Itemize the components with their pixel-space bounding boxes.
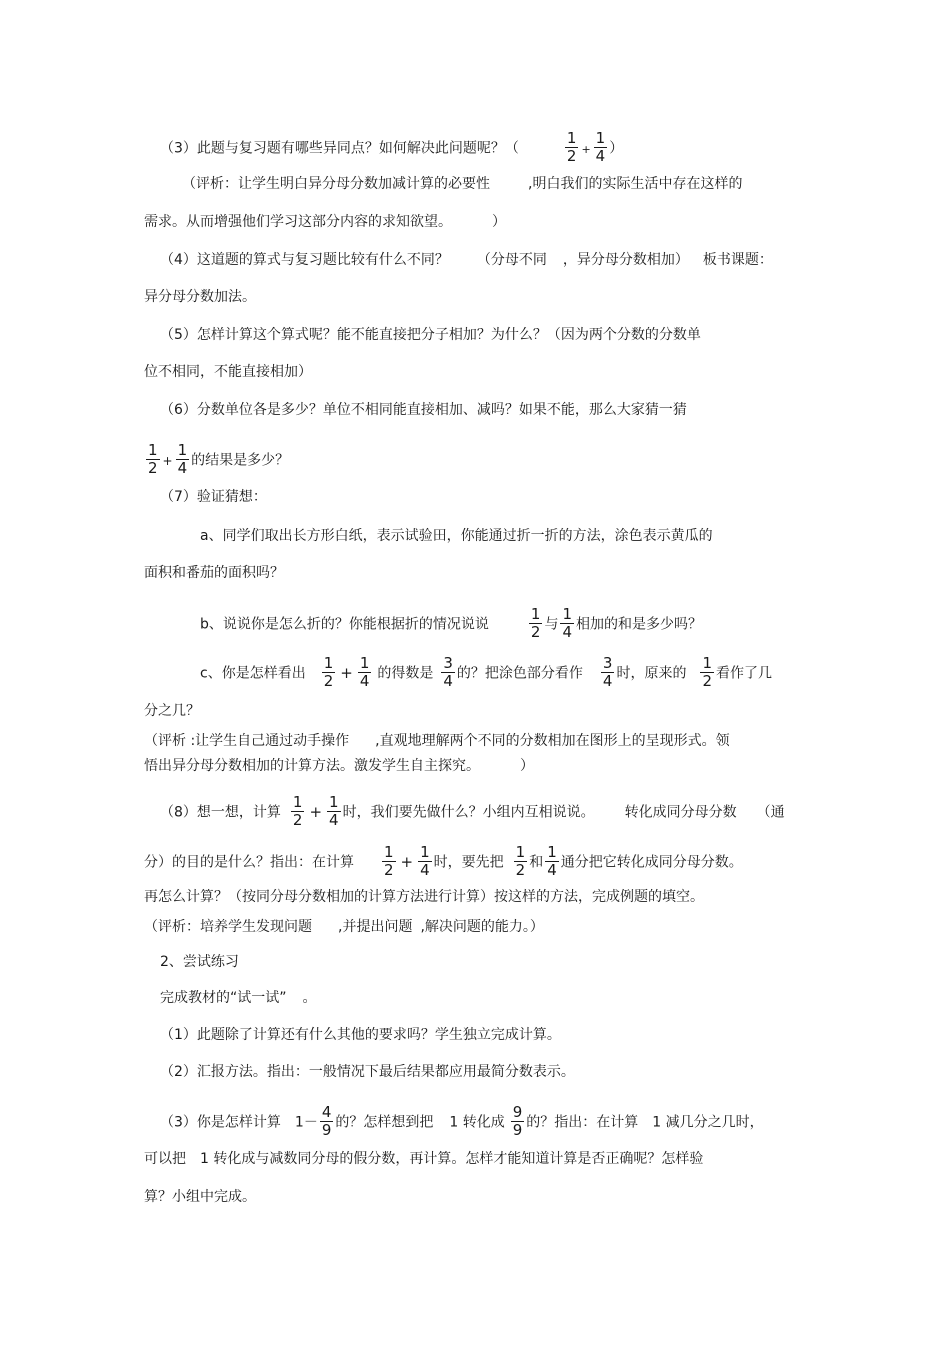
paragraph-5: （5）怎样计算这个算式呢？能不能直接把分子相加？为什么？（因为两个分数的分数单	[160, 327, 701, 343]
section-2-q3-line3: 算？小组中完成。	[144, 1189, 256, 1205]
item-b: b、说说你是怎么折的？你能根据折的情况说说 $\frac{1}{2}$ 与 $\frac{1}{4}$ 相加的和是多少吗？	[200, 605, 702, 641]
section-2-line1: 完成教材的“试一试” 。	[160, 990, 317, 1006]
paragraph-8-line3: 再怎么计算？（按同分母分数相加的计算方法进行计算）按这样的方法，完成例题的填空。	[144, 889, 704, 905]
analysis-note-2: （评析 :让学生自己通过动手操作 ,直观地理解两个不同的分数相加在图形上的呈现形式。领	[144, 733, 730, 749]
section-2-q3-line2: 可以把 1 转化成与减数同分母的假分数，再计算。怎样才能知道计算是否正确呢？怎样验	[144, 1151, 704, 1167]
fraction: $\frac{1}{2}$	[384, 843, 394, 879]
fraction: $\frac{3}{4}$	[602, 654, 613, 690]
analysis-note-1: （评析：让学生明白异分母分数加减计算的必要性 ,明白我们的实际生活中存在这样的	[182, 176, 743, 192]
analysis-note-3: （评析：培养学生发现问题 ,并提出问题 ,解决问题的能力。）	[144, 919, 544, 935]
fraction: $\frac{1}{2}$	[148, 441, 158, 477]
fraction: $\frac{1}{4}$	[547, 843, 557, 879]
fraction: $\frac{1}{4}$	[562, 605, 572, 641]
fraction: $\frac{9}{9}$	[512, 1103, 523, 1139]
paragraph-4-line2: 异分母分数加法。	[144, 289, 256, 305]
paragraph-7: （7）验证猜想：	[160, 489, 267, 505]
section-2-q3: （3）你是怎样计算 1－ $\frac{4}{9}$ 的？怎样想到把 1 转化成 $\frac{9}{9}$ 的？指出：在计算 1 减几分之几时，	[160, 1103, 764, 1139]
paragraph-6: （6）分数单位各是多少？单位不相同能直接相加、减吗？如果不能，那么大家猜一猜	[160, 402, 687, 418]
item-c: c、你是怎样看出 $\frac{1}{2}$ + $\frac{1}{4}$ 的得数是 $\frac{3}{4}$ 的？把涂色部分看作 $\frac{3}{4}$ 时，原来的 $\frac{1}{2}$ 看作了几	[200, 654, 773, 690]
fraction: $\frac{1}{4}$	[177, 441, 188, 477]
section-2-q1: （1）此题除了计算还有什么其他的要求吗？学生独立完成计算。	[160, 1027, 561, 1043]
analysis-note-2-line2: 悟出异分母分数相加的计算方法。激发学生自主探究。 ）	[144, 758, 534, 774]
section-2-q2: （2）汇报方法。指出：一般情况下最后结果都应用最简分数表示。	[160, 1064, 575, 1080]
paragraph-8-line2: 分）的目的是什么？指出：在计算 $\frac{1}{2}$ + $\frac{1}{4}$ 时，要先把 $\frac{1}{2}$ 和 $\frac{1}{4}$ 通分把它转化成同分母分数。	[144, 843, 743, 879]
fraction: $\frac{1}{2}$	[323, 654, 334, 690]
fraction: $\frac{1}{2}$	[515, 843, 526, 879]
fraction: $\frac{1}{4}$	[359, 654, 370, 690]
item-a: a、同学们取出长方形白纸，表示试验田，你能通过折一折的方法，涂色表示黄瓜的	[200, 528, 713, 544]
section-2-title: 2、尝试练习	[160, 954, 239, 970]
fraction: $\frac{3}{4}$	[443, 654, 453, 690]
paragraph-8: （8）想一想，计算 $\frac{1}{2}$ + $\frac{1}{4}$ 时，我们要先做什么？小组内互相说说。 转化成同分母分数 （通	[160, 793, 785, 829]
paragraph-6-line2: $\frac{1}{2}$ + $\frac{1}{4}$ 的结果是多少？	[148, 441, 290, 477]
paragraph-5-line2: 位不相同，不能直接相加）	[144, 364, 312, 380]
fraction: $\frac{1}{2}$	[702, 654, 713, 690]
fraction: $\frac{1}{2}$	[530, 605, 541, 641]
fraction: $\frac{1}{4}$	[329, 793, 339, 829]
analysis-note-1-line2: 需求。从而增强他们学习这部分内容的求知欲望。 ）	[144, 214, 506, 230]
item-c-line2: 分之几？	[144, 703, 200, 719]
fraction: $\frac{1}{2}$	[566, 129, 577, 165]
paragraph-3: （3）此题与复习题有哪些异同点？如何解决此问题呢？（ $\frac{1}{2}$ + $\frac{1}{4}$ ）	[160, 129, 624, 165]
fraction: $\frac{4}{9}$	[321, 1103, 332, 1139]
fraction: $\frac{1}{2}$	[292, 793, 303, 829]
fraction: $\frac{1}{4}$	[595, 129, 606, 165]
fraction: $\frac{1}{4}$	[420, 843, 430, 879]
item-a-line2: 面积和番茄的面积吗？	[144, 565, 284, 581]
paragraph-4: （4）这道题的算式与复习题比较有什么不同？ （分母不同 ，异分母分数相加） 板书课题：	[160, 252, 773, 268]
